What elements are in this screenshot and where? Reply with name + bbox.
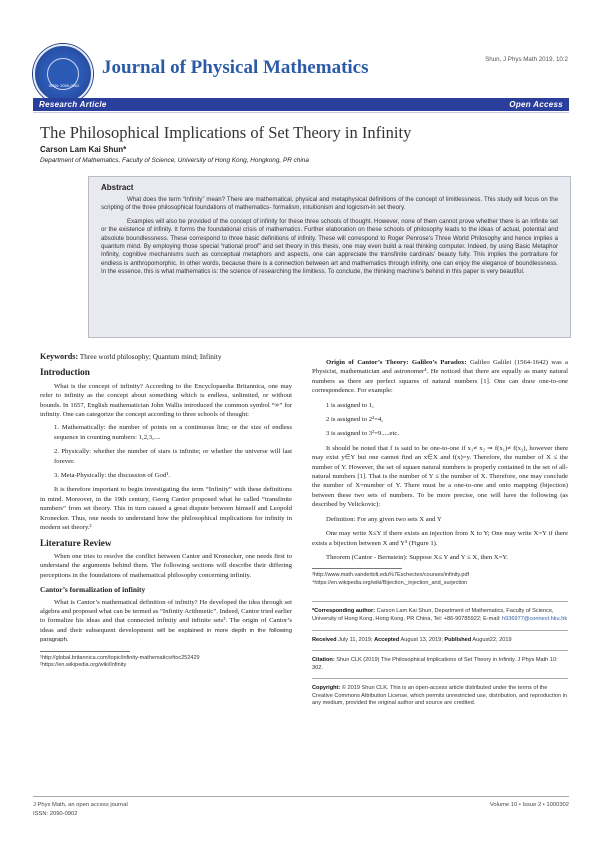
article-type: Research Article [39,100,107,109]
right-column [312,352,568,708]
header-citation: Shun, J Phys Math 2019, 10:2 [485,56,568,63]
origin-label: Origin of Cantor’s Theory: Galileo’s Paradox: [326,359,467,366]
keywords-text: Three world philosophy; Quantum mind; Infinity [79,353,222,361]
author-name: Carson Lam Kai Shun* [40,145,127,154]
footnote-4[interactable]: ⁴https://en.wikipedia.org/wiki/Bijection,_injection_and_surjection [312,579,468,586]
meta-divider [312,678,568,679]
abstract-paragraph-2: Examples will also be provided of the concept of infinity for these three schools of thought. However, none of them cannot prove whether there is an infinite set or the existence of infinity. It forms the foundational crisis of mathematics. Further elaboration on these schools of philosophy leads to the ideas of actual, potential and absolute boundlessness. These correspond to three basic definitions of infinity. These will correspond to Roger Penrose’s Three World Philosophy and hence implies a quantum mind. By employing those special “rational proof” and set theory in this thesis, one may even build a real thinking computer. Indeed, by using Basic Metaphor Infinity, cognitive mechanisms such as conceptual metaphors and aspects, one can appreciate the transfinite cardinals’ beauty fully. This implies the portraiture for endless is anthropomorphic. In other words, because there is a connection between art and mathematics through infinity, one can enjoy the elegance of boundlessness. In the essence, this is what mathematics is: the science of researching the limitless. To conclude, the thinking machine’s behind in this paper is very beautiful. [101,217,558,276]
list-item: 3. Meta-Physically: the discussion of God¹. [54,472,170,480]
journal-title[interactable]: Journal of Physical Mathematics [102,57,369,78]
open-access-label: Open Access [509,100,563,109]
footnote-2[interactable]: ²https://en.wikipedia.org/wiki/Infinity [40,662,127,669]
author-affiliation: Department of Mathematics, Faculty of Science, University of Hong Kong, Hongkong, PR china [40,157,309,164]
footnote-3[interactable]: ³http://www.math.vanderbilt.edu%7Eschectex/courses/infinity.pdf [312,572,470,579]
theorem: Theorem (Cantor - Bernstein): Suppose X≤ Y and Y ≤ X, then X=Y. [326,553,508,561]
footer-issn: ISSN: 2090-0902 [33,811,78,817]
divider [33,112,569,113]
lit-paragraph-1: When one tries to resolve the conflict between Cantor and Kronecker, one needs first to understand the arguments behind them. The following sections will describe their differing perceptions in the foundations of mathematical philosophy concerning infinity. [40,552,292,579]
origin-paragraph: Origin of Cantor’s Theory: Galileo’s Paradox: Galileo Galilei (1564-1642) was a Physicist, mathematician and astronomer⁴. He noticed that there are equally as many natural numbers as there are perfect squares of natural numbers [1]. One can draw one-to-one correspondence. For example: [312,359,569,395]
keywords-label: Keywords: [40,352,79,361]
left-column [40,352,292,670]
dates: Received July 11, 2019; Accepted August 13, 2019; Published August22, 2019 [312,636,512,643]
footnote-divider [40,651,130,652]
intro-paragraph-2: It is therefore important to begin investigating the term “Infinity” with these definitions in mind. Moreover, in the 19th century, Georg Cantor proposed what he called “transfinite numbers” from set theory. This in turn caused a great dispute between himself and Leopold Kronecker. Thus, one needs to understand how the philosophical implications for infinity in modern set theory.² [40,486,292,532]
example-3: 3 is assigned to 3²=9.....etc. [326,430,400,438]
injection-paragraph: One may write X≤Y if there exists an injection from X to Y; One may write X=Y if there exists a bijection between X and Y⁵ (Figure 1). [312,530,568,547]
meta-divider [312,601,568,602]
meta-divider [312,630,568,631]
page-footer [33,796,569,817]
author-email-link[interactable]: h936977@connect.hku.hk [502,615,568,622]
footer-volume: Volume 10 • Issue 2 • 1000302 [489,802,569,808]
abstract-box [88,176,571,338]
footnote-divider [312,568,402,569]
abstract-heading: Abstract [101,183,134,192]
footer-journal: J Phys Math, an open access journal [33,802,128,808]
literature-review-heading: Literature Review [40,537,112,548]
article-title: The Philosophical Implications of Set Theory in Infinity [40,123,412,142]
definition: Definition: For any given two sets X and Y [326,515,442,523]
citation: Citation: Shun CLK (2019) The Philosophical Implications of Set Theory in Infinity. J Phys Math 10: 302. [312,657,558,671]
article-type-bar [33,98,569,111]
cantor-paragraph-1: What is Cantor’s mathematical definition of infinity? He developed the idea through set algebra and proposed what can be termed as “Infinity Arithmetic”. Indeed, Cantor tried earlier to formalize his ideas and that connected infinity and infinite sets³. The origin of Cantor’s ideas and their subsequent development will be explained in more depth in the following paragraph. [40,598,292,644]
journal-logo [33,44,93,104]
one-to-one-paragraph: It should be noted that f is said to be one-to-one if x₁≠ x₂ ⇒ f(x₁)≠ f(x₂), however there may exist y∈Y but one cannot find an x∈X and f(x)=y. Therefore, the number of X ≤ the number of Y. However, the set of square natural numbers is properly contained in the set of all-natural numbers [1]. That is the number of Y ≤ the number of X. Therefore, one may conclude the number of X=number of Y. There must be a one-to-one and onto mapping (bijection) between these two sets of numbers. To be more precise, one will have the following (as described by Velickovic): [312,444,568,509]
cantor-heading: Cantor’s formalization of infinity [40,585,146,595]
keywords [40,352,292,362]
example-1: 1 is assigned to 1, [326,401,374,409]
intro-paragraph-1: What is the concept of infinity? According to the Encyclopaedia Britannica, one may refer to infinity as the concept about something which is endless, unlimited, or without bounds. In 1657, English mathematician John Wallis introduced the common symbol “∞” for infinity. One can categorize the concept according to three schools of thought: [40,382,292,419]
list-item: 2. Physically: whether the number of stars is infinite; or whether the universe will last forever. [54,448,292,465]
footnote-1[interactable]: ¹http://global.britannica.com/topic/infinity-mathematics#toc252429 [40,654,200,661]
list-item: 1. Mathematically: the number of points on a continuous line; or the size of endless sequence in counting numbers: 1,2,3,.... [54,424,292,441]
corresponding-author: *Corresponding author: Carson Lam Kai Shun, Department of Mathematics, Faculty of Science, University of Hong Kong, Hong Kong, PR China, Tel: +86-90785922; E-mail: h936977@connect.hku.hk [312,608,568,622]
example-2: 2 is assigned to 2²=4, [326,416,383,424]
page-header [0,0,595,98]
meta-divider [312,650,568,651]
introduction-heading: Introduction [40,367,90,378]
logo-issn: ISSN: 2090-0902 [48,83,80,88]
copyright: Copyright: © 2019 Shun CLK. This is an open-access article distributed under the terms of the Creative Commons Attribution License, which permits unrestricted use, distribution, and reproduction in any medium, provided the original author and source are credited. [312,685,567,707]
abstract-paragraph-1: What does the term “Infinity” mean? There are mathematical, physical and metaphysical definitions of the concept of limitlessness. This study will focus on the scripting of the three philosophical foundations of mathematics- formalism, intuitionism and logicism-in set theory. [101,196,558,212]
